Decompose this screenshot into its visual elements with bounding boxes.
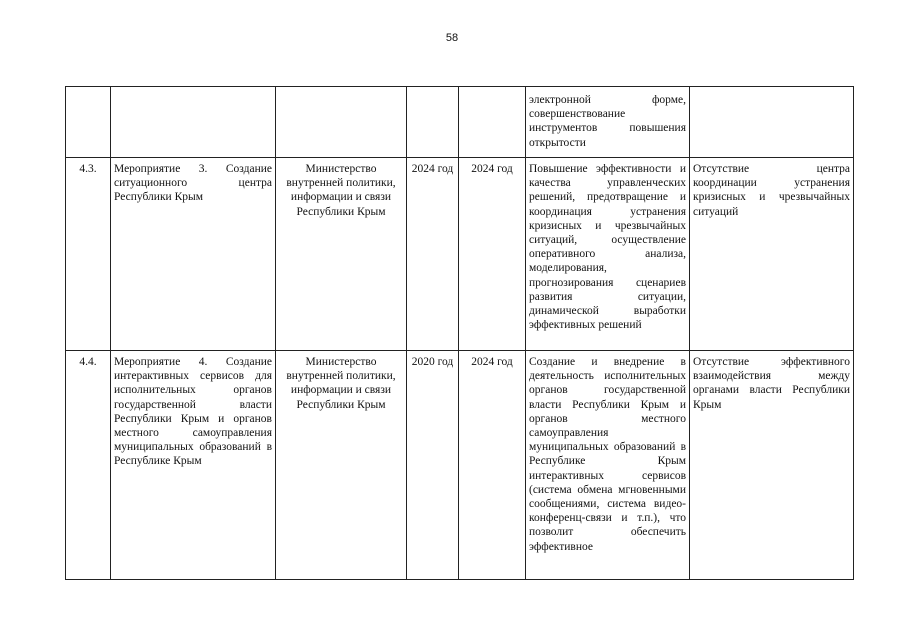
cell-consequence <box>690 87 854 158</box>
cell-consequence: Отсутствие центра координации устранения кризисных и чрезвычайных ситуаций <box>690 158 854 351</box>
cell-responsible: Министерство внутренней политики, информации и связи Республики Крым <box>276 158 407 351</box>
measures-table <box>65 86 854 580</box>
cell-consequence: Отсутствие эффективного взаимодействия между органами власти Республики Крым <box>690 351 854 580</box>
cell-number <box>66 87 111 158</box>
table-row <box>66 158 854 351</box>
cell-responsible <box>276 87 407 158</box>
page-number: 58 <box>445 32 459 44</box>
cell-measure-name <box>111 87 276 158</box>
cell-measure-name: Мероприятие 4. Создание интерактивных сервисов для исполнительных органов государственной власти Республики Крым и органов местного самоуправления муниципальных образований в Республике Крым <box>111 351 276 580</box>
cell-end-year: 2024 год <box>459 351 526 580</box>
cell-number: 4.3. <box>66 158 111 351</box>
cell-start-year: 2020 год <box>407 351 459 580</box>
table-row <box>66 351 854 580</box>
cell-expected-result: электронной форме, совершенствование инструментов повышения открытости <box>526 87 690 158</box>
cell-start-year <box>407 87 459 158</box>
table-row <box>66 87 854 158</box>
cell-end-year <box>459 87 526 158</box>
cell-responsible: Министерство внутренней политики, информации и связи Республики Крым <box>276 351 407 580</box>
cell-start-year: 2024 год <box>407 158 459 351</box>
cell-measure-name: Мероприятие 3. Создание ситуационного центра Республики Крым <box>111 158 276 351</box>
cell-number: 4.4. <box>66 351 111 580</box>
cell-end-year: 2024 год <box>459 158 526 351</box>
cell-expected-result: Создание и внедрение в деятельность исполнительных органов государственной власти Республики Крым и органов местного самоуправления муниципальных образований в Республике Крым интерактивных сервисов (система обмена мгновенными сообщениями, система видео-конференц-связи и т.п.), что позволит обеспечить эффективное <box>526 351 690 580</box>
cell-expected-result: Повышение эффективности и качества управленческих решений, предотвращение и координация устранения кризисных и чрезвычайных ситуаций, осуществление оперативного анализа, моделирования, прогнозирования сценариев развития ситуации, динамической выработки эффективных решений <box>526 158 690 351</box>
